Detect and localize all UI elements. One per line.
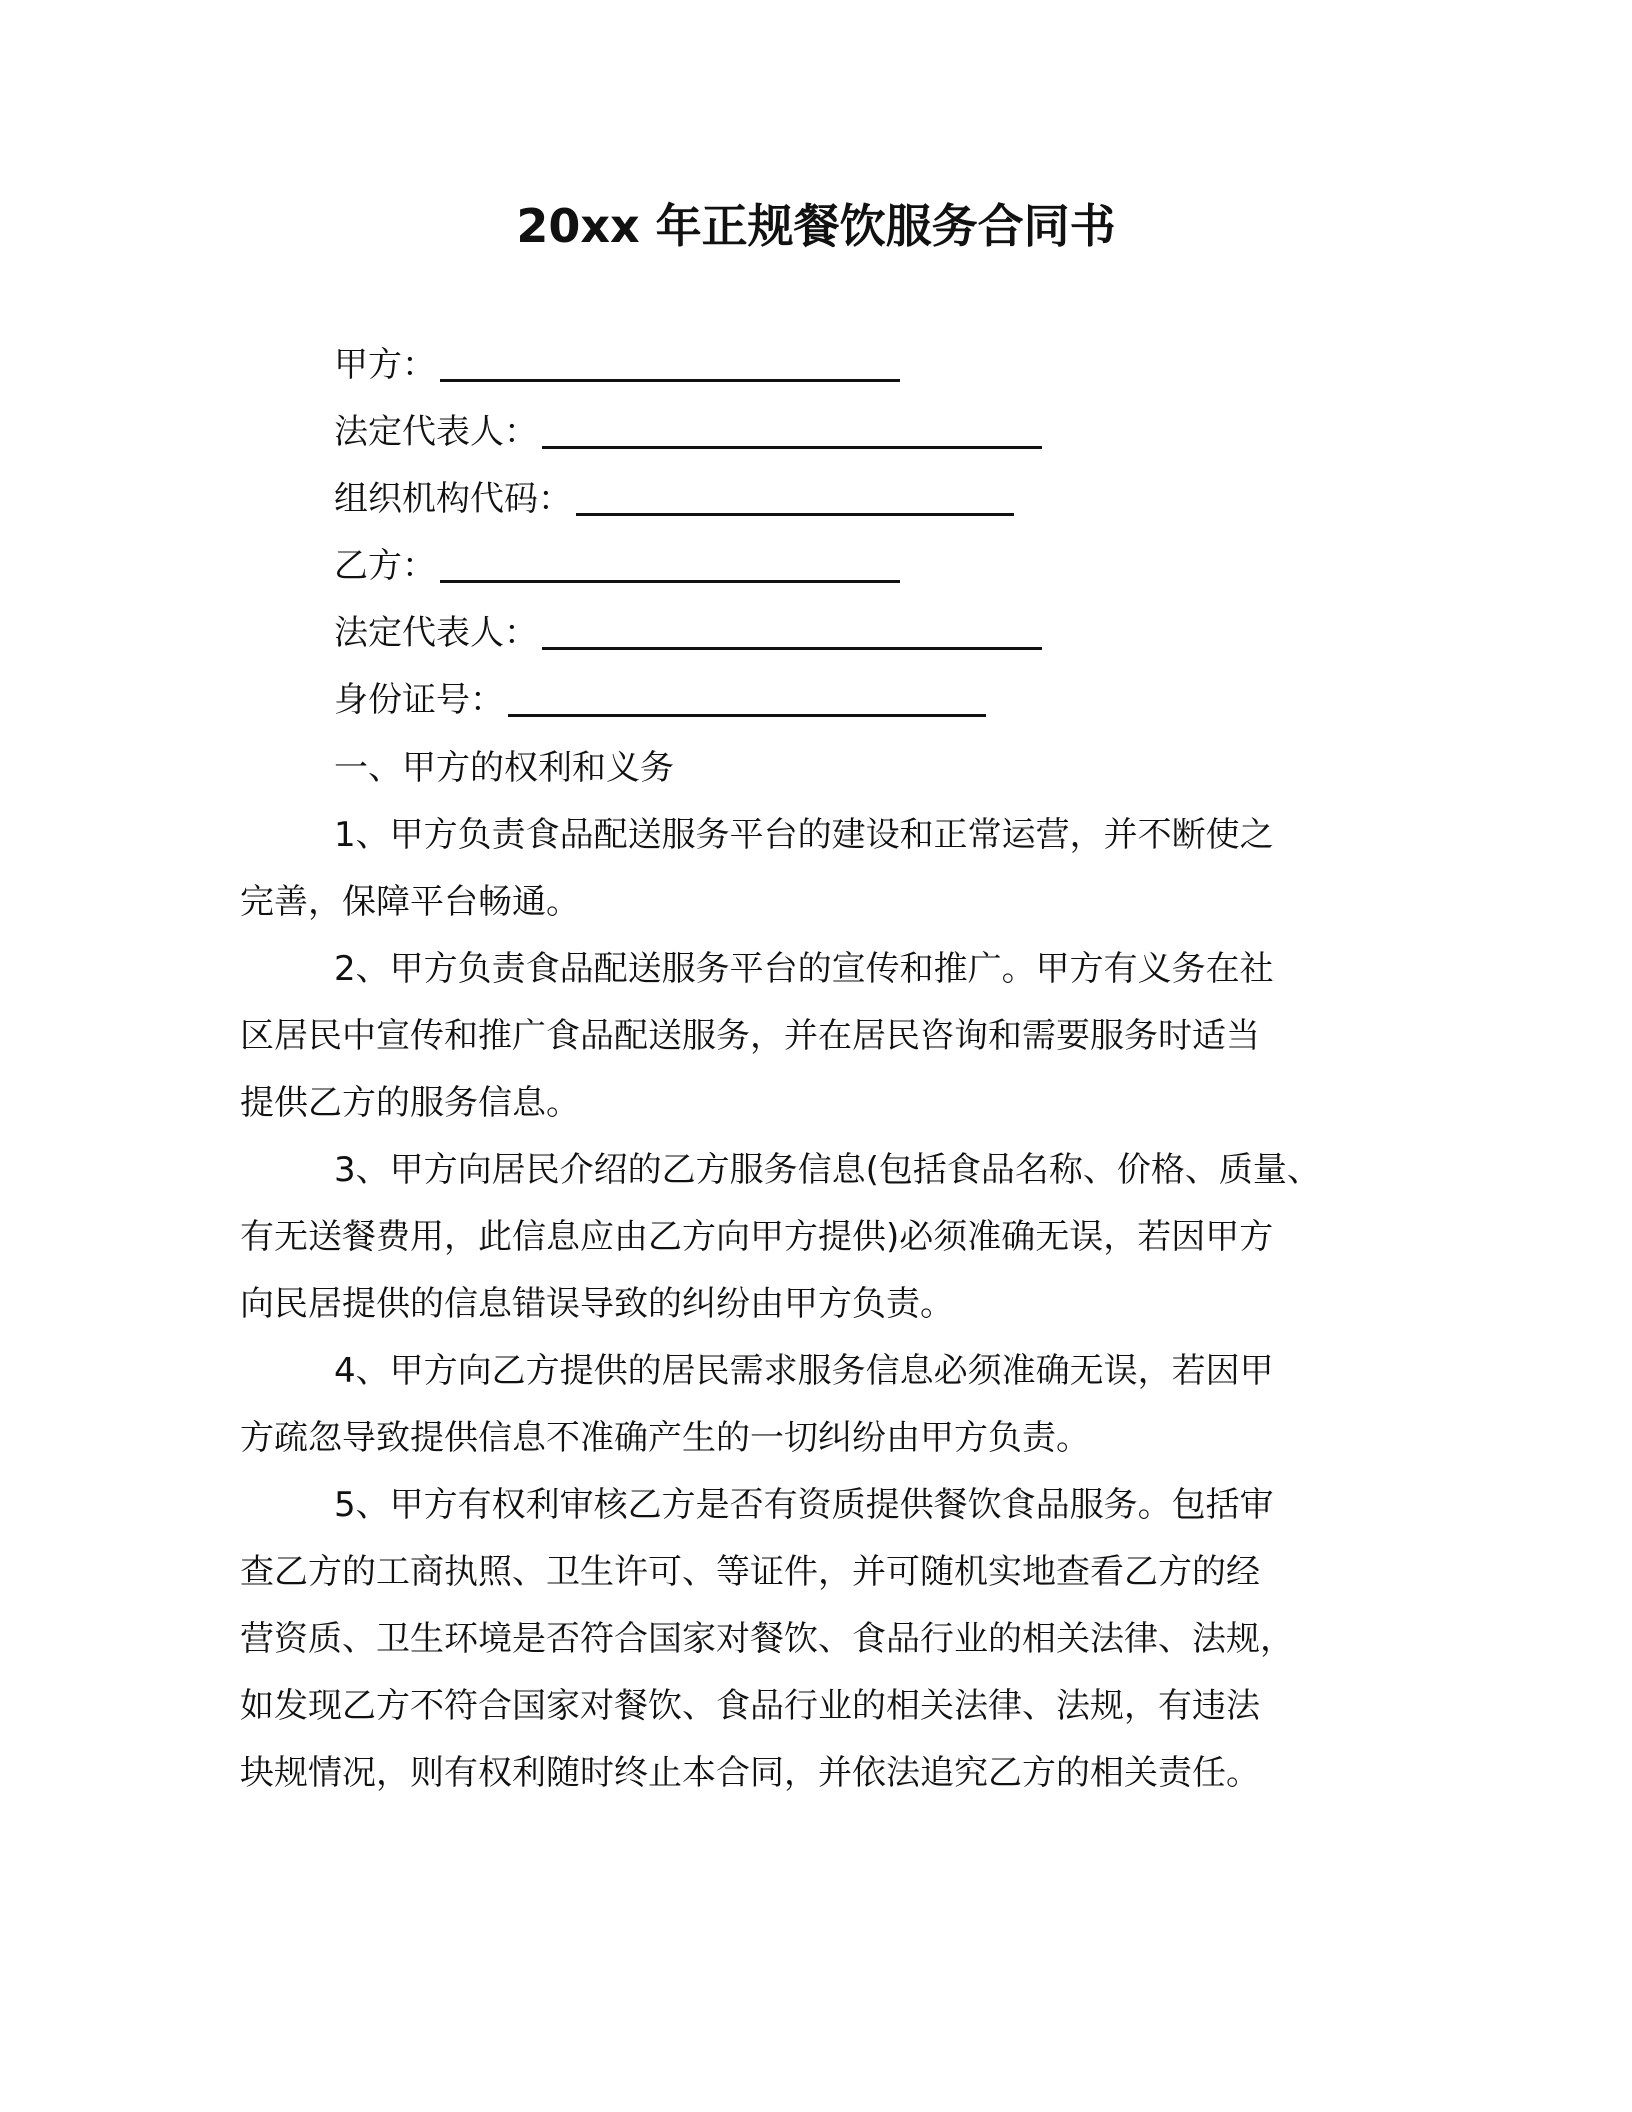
field-label: 甲方： <box>334 345 436 385</box>
paragraph-line: 4、甲方向乙方提供的居民需求服务信息必须准确无误，若因甲 <box>334 1351 1274 1391</box>
paragraph-line: 块规情况，则有权利随时终止本合同，并依法追究乙方的相关责任。 <box>240 1753 1260 1793</box>
field-legal-rep-b <box>334 608 1042 658</box>
clause-paragraph <box>240 1472 1400 1807</box>
document-title: 20xx 年正规餐饮服务合同书 <box>516 199 1116 253</box>
clause-paragraph <box>240 1137 1400 1338</box>
field-legal-rep-a <box>334 407 1042 457</box>
fill-in-blank <box>542 408 1042 449</box>
field-label: 身份证号： <box>334 680 504 720</box>
field-party-a <box>334 340 900 390</box>
fill-in-blank <box>576 475 1014 516</box>
field-label: 法定代表人： <box>334 412 538 452</box>
paragraph-line: 方疏忽导致提供信息不准确产生的一切纠纷由甲方负责。 <box>240 1418 1090 1458</box>
field-party-b <box>334 541 900 591</box>
clause-paragraph <box>240 936 1400 1137</box>
paragraph-line: 区居民中宣传和推广食品配送服务，并在居民咨询和需要服务时适当 <box>240 1016 1260 1056</box>
fill-in-blank <box>440 341 900 382</box>
fill-in-blank <box>508 676 986 717</box>
field-org-code <box>334 474 1014 524</box>
paragraph-line: 查乙方的工商执照、卫生许可、等证件，并可随机实地查看乙方的经 <box>240 1552 1260 1592</box>
paragraph-line: 完善，保障平台畅通。 <box>240 882 580 922</box>
field-label: 乙方： <box>334 546 436 586</box>
paragraph-line: 如发现乙方不符合国家对餐饮、食品行业的相关法律、法规，有违法 <box>240 1686 1260 1726</box>
paragraph-line: 5、甲方有权利审核乙方是否有资质提供餐饮食品服务。包括审 <box>334 1485 1274 1525</box>
section-heading: 一、甲方的权利和义务 <box>334 748 674 788</box>
paragraph-line: 2、甲方负责食品配送服务平台的宣传和推广。甲方有义务在社 <box>334 949 1274 989</box>
clause-paragraph <box>240 1338 1400 1472</box>
clause-paragraph <box>240 802 1400 936</box>
field-id-number <box>334 675 986 725</box>
fill-in-blank <box>440 542 900 583</box>
field-label: 组织机构代码： <box>334 479 572 519</box>
paragraph-line: 3、甲方向居民介绍的乙方服务信息(包括食品名称、价格、质量、 <box>334 1150 1321 1190</box>
paragraph-line: 向民居提供的信息错误导致的纠纷由甲方负责。 <box>240 1284 954 1324</box>
field-label: 法定代表人： <box>334 613 538 653</box>
paragraph-line: 有无送餐费用，此信息应由乙方向甲方提供)必须准确无误，若因甲方 <box>240 1217 1274 1257</box>
fill-in-blank <box>542 609 1042 650</box>
paragraph-line: 1、甲方负责食品配送服务平台的建设和正常运营，并不断使之 <box>334 815 1274 855</box>
paragraph-line: 营资质、卫生环境是否符合国家对餐饮、食品行业的相关法律、法规， <box>240 1619 1294 1659</box>
paragraph-line: 提供乙方的服务信息。 <box>240 1083 580 1123</box>
